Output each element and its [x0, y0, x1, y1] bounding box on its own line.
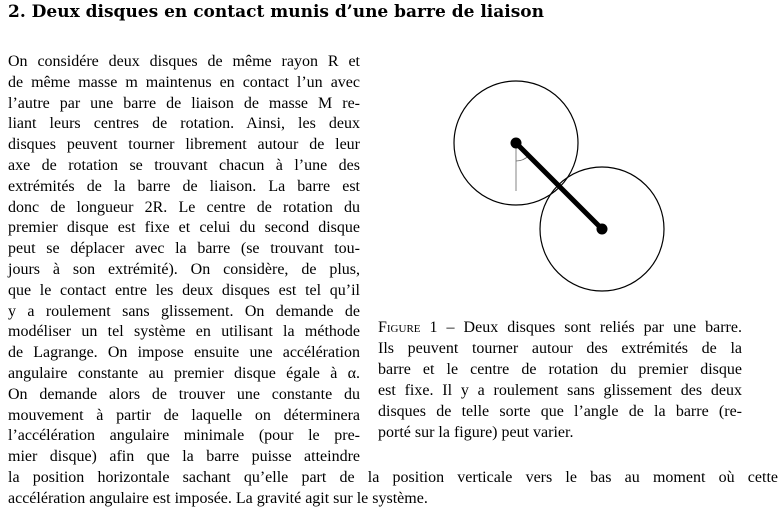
body-line: On considére deux disques de même rayon R et — [8, 53, 360, 70]
body-line: peut se déplacer avec la barre (se trouvant tou- — [8, 240, 360, 258]
connecting-bar — [516, 143, 602, 229]
body-line: y a roulement sans glissement. On demande de — [8, 302, 360, 320]
body-line-full: la position horizontale sachant qu’elle part de la position verticale vers le bas au moment où cette — [8, 468, 778, 486]
body-line-full: accélération angulaire est imposée. La gravité agit sur le système. — [8, 489, 428, 507]
body-line: mouvement à partir de laquelle on déterminera — [8, 406, 360, 424]
body-line: mier disque) afin que la barre puisse atteindre — [8, 448, 360, 466]
body-line: On demande alors de trouver une constante du — [8, 385, 360, 403]
body-line: que le contact entre les deux disques est tel qu’il — [8, 281, 360, 299]
caption-line — [378, 317, 742, 338]
caption-line: est fixe. Il y a roulement sans glissement des deux — [378, 382, 742, 399]
moving-center-point — [597, 224, 608, 235]
caption-line: barre et le centre de rotation du premier disque — [378, 361, 742, 378]
body-line: extrémités de la barre de liaison. La barre est — [8, 177, 360, 195]
caption-line: porté sur la figure) peut varier. — [378, 424, 574, 441]
caption-label: Figure 1 – — [378, 319, 455, 336]
body-line: de même masse m maintenus en contact l’un avec — [8, 73, 360, 91]
body-line: l’accélération angulaire minimale (pour le pre- — [8, 427, 360, 445]
body-line: l’autre par une barre de liaison de masse M re- — [8, 94, 360, 112]
body-line: jours à son extrémité). On considère, de plus, — [8, 260, 360, 278]
section-number: 2. — [8, 2, 26, 22]
body-line: disques peuvent tourner librement autour de leur — [8, 136, 360, 154]
body-line: premier disque est fixe et celui du second disque — [8, 219, 360, 237]
body-line: de Lagrange. On impose ensuite une accélération — [8, 344, 360, 362]
figure-caption — [378, 317, 742, 443]
body-line: axe de rotation se trouvant chacun à l’une des — [8, 156, 360, 174]
body-line: modéliser un tel système en utilisant la méthode — [8, 323, 360, 341]
caption-first-text: Deux disques sont reliés par une barre. — [463, 319, 742, 336]
body-line: liant leurs centres de rotation. Ainsi, les deux — [8, 115, 360, 133]
two-disks-figure — [440, 70, 680, 300]
caption-line: Ils peuvent tourner autour des extrémités de la — [378, 340, 742, 357]
fixed-center-point — [511, 138, 522, 149]
body-line: donc de longueur 2R. Le centre de rotation du — [8, 198, 360, 216]
caption-line: disques de telle sorte que l’angle de la barre (re- — [378, 403, 742, 420]
section-title: Deux disques en contact munis d’une barre de liaison — [31, 2, 544, 22]
body-line: angulaire constante au premier disque égale à α. — [8, 364, 360, 382]
section-heading — [8, 2, 544, 22]
